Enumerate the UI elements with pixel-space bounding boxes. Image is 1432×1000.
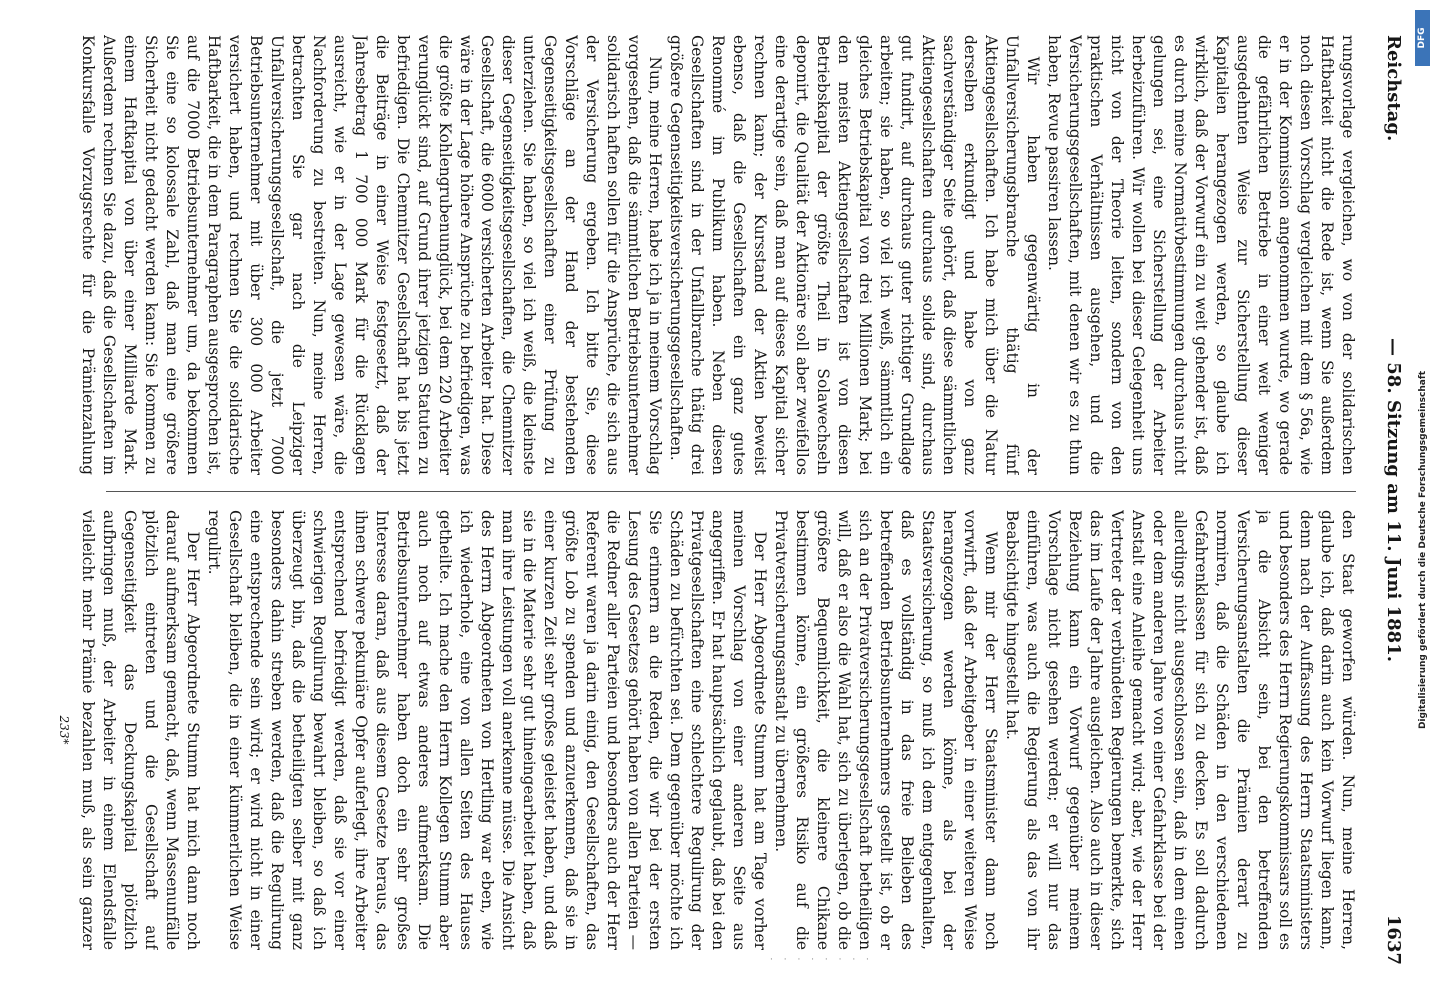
text-column-right (78, 510, 1358, 950)
column-divider (106, 491, 1356, 492)
paragraph: Der Herr Abgeordnete Stumm hat mich dann noch darauf aufmerksam gemacht, daß, wenn Massenunfälle plötzlich eintreten und die Gesellschaft auf Gegenseitigkeit das Deckungskapital plötzlich aufbringen muß, der Arbeiter in einem Elendsfalle vielleicht mehr Prämie bezahlen muß, als sein ganzer (79, 510, 202, 950)
dfg-logo-text: DFG (1417, 27, 1427, 49)
paragraph: Der Herr Abgeordnete Stumm hat am Tage vorher meinen Vorschlag von einer anderen Seite aus angegriffen. Er hat hauptsächlich geglaubt, daß bei den Privatgesellschaften eine schlechtere Regulirung der Schäden zu befürchten sei. Dem gegenüber möchte ich Sie erinnern an die Reden, die wir bei der ersten Lesung des Gesetzes gehört haben von allen Parteien — die Redner aller Parteien und besonders auch der Herr Referent waren ja darin einig, den Gesellschaften, das größte Lob zu spenden und anzuerkennen, daß sie in einer kurzen Zeit sehr großes geleistet haben, und daß sie in die Materie sehr gut hineingearbeitet haben, daß man ihre Leistungen voll anerkenne müsse. Die Ansicht des Herrn Abgeordneten von Hertling war eben, wie ich wiederhole, eine von allen Seiten des Hauses getheilte. Ich mache den Herrn Kollegen Stumm aber auch noch auf etwas anderes aufmerksam. Die Betriebsunternehmer haben doch ein sehr großes Interesse daran, daß aus diesem Gesetze heraus, das ihnen schwere pekuniäre Opfer auferlegt, ihre Arbeiter entsprechend befriedigt werden, daß sie vor einer schwierigen Regulirung bewahrt bleiben, so daß ich überzeugt bin, daß die betheiligten selber mit ganz besonders dahin streben werden, daß die Regulirung eine entsprechende sein wird; er wird nicht in einer Gesellschaft bleiben, die in einer kümmerlichen Weise regulirt. (205, 510, 769, 950)
paragraph: Wenn mir der Herr Staatsminister dann noch vorwirft, daß der Arbeitgeber in einer weiteren Weise herangezogen werden könne, als bei der Staatsversicherung, so muß ich dem entgegenhalten, daß es vollständig in das freie Belieben des betreffenden Betriebsunternehmers gestellt ist, ob er sich an der Privatversicherungsgesellschaft betheiligen will, daß er also die Wahl hat, sich zu überlegen, ob die größere Bequemlichkeit, die kleinere Chikane bestimmen könne, ein größeres Risiko auf die Privatversicherungsanstalt zu übernehmen. (772, 510, 1000, 950)
header-session-date: — 58. Sitzung am 11. Juni 1881. (1383, 338, 1404, 662)
digitization-notice-strip (1416, 120, 1430, 980)
digitization-notice: Digitalisierung gefördert durch die Deutsche Forschungsgemeinschaft (1418, 370, 1428, 730)
header-page-number: 1637 (1383, 914, 1404, 965)
dfg-logo (1415, 10, 1430, 66)
paragraph: Wir haben gegenwärtig in der Unfallversicherungsbranche thätig fünf Aktiengesellschaften. Ich habe mich über die Natur derselben erkundigt und habe von ganz sachverständiger Seite gehört, daß diese sämmtlichen Aktiengesellschaften durchaus solide sind, durchaus gut fundirt, auf durchaus guter richtiger Grundlage arbeiten; sie haben, so viel ich weiß, sämmtlich ein gleiches Betriebskapital von drei Millionen Mark; bei den meisten Aktiengesellschaften ist von diesen Betriebskapital der größte Theil in Solawechseln deponirt, die Qualität der Aktionäre soll aber zweifellos eine derartige sein, daß man auf dieses Kapital sicher rechnen kann; der Kursstand der Aktien beweist ebenso, daß die Gesellschaften ein ganz gutes Renommé im Publikum haben. Neben diesen Gesellschaften sind in der Unfallbranche thätig drei größere Gegenseitigkeitsversicherungsgesellschaften. (667, 35, 1042, 475)
sheet-signature: 233* (57, 715, 71, 745)
paragraph: rungsvorlage vergleichen, wo von der solidarischen Haftbarkeit nicht die Rede ist, wenn Sie außerdem noch diesen Vorschlag vergleichen mit dem § 56a, wie er in der Kommission angenommen wurde, wo gerade die gefährlichen Betriebe in einer weit weniger ausgedehnten Weise zur Sicherstellung dieser Kapitalien herangezogen werden, so glaube ich wirklich, daß der Vorwurf ein zu weit gehender ist, daß es durch meine Normativbestimmungen durchaus nicht gelungen sei, eine Sicherstellung der Arbeiter herbeizuführen. Wir wollen bei dieser Gelegenheit uns nicht von der Theorie leiten, sondern von den praktischen Verhältnissen ausgehen, und die Versicherungsgesellschaften, mit denen wir es zu thun haben, Revue passiren lassen. (1045, 35, 1357, 475)
paragraph: Nun, meine Herren, habe ich ja in meinem Vorschlag vorgesehen, daß die sämmtlichen Betriebsunternehmer solidarisch haften sollen für die Ansprüche, die sich aus der Versicherung ergeben. Ich bitte Sie, diese Vorschläge an der Hand der bestehenden Gegenseitigkeitsgesellschaften einer Prüfung zu unterziehen. Sie haben, so viel ich weiß, die kleinste dieser Gegenseitigkeitsgesellschaften, die Chemnitzer Gesellschaft, die 6000 versicherten Arbeiter hat. Diese wäre in der Lage höhere Ansprüche zu befriedigen, was die größte Kohlengrubenunglück, bei dem 220 Arbeiter verunglückt sind, auf Grund ihrer jetzigen Statuten zu befriedigen. Die Chemnitzer Gesellschaft hat bis jetzt die Beiträge in einer Weise festgesetzt, daß der Jahresbetrag 1 700 000 Mark für die Rücklagen ausreicht, wie er in der Lage gewesen wäre, die Nachforderung zu bestreiten. Nun, meine Herren, betrachten Sie gar nach die Leipziger Unfallversicherungsgesellschaft, die jetzt 7000 Betriebsunternehmer mit über 300 000 Arbeiter versichert haben, und rechnen Sie die solidarische Haftbarkeit, die in dem Paragraphen ausgesprochen ist, auf die 7000 Betriebsunternehmer um, da bekommen Sie eine so kolossale Zahl, daß man eine größere Sicherheit nicht gedacht werden kann: Sie kommen zu einem Haftkapital von über einer Milliarde Mark. Außerdem rechnen Sie dazu, daß die Gesellschaften im Konkursfalle Vorzugsrechte für die Prämienzahlung (79, 35, 664, 475)
header-publication: Reichstag. (1383, 35, 1404, 142)
rotated-page-scan (16, 5, 1416, 995)
page-header (1378, 35, 1404, 965)
paragraph: den Staat geworfen würden. Nun, meine Herren, glaube ich, daß darin auch kein Vorwurf liegen kann, denn nach der Auffassung des Herrn Staatsministers und besonders des Herrn Regierungskommissars soll es ja die Absicht sein, bei den betreffenden Versicherungsanstalten die Prämien derart zu normiren, daß die Schäden in den verschiedenen Gefahrenklassen für sich zu decken. Es soll dadurch allerdings nicht ausgeschlossen sein, daß in dem einen oder dem anderen Jahre von einer Gefahrklasse bei der Anstalt eine Anleihe gemacht wird; aber, wie der Herr Vertreter der verbündeten Regierungen bemerkte, sich das im Laufe der Jahre ausgleichen. Also auch in dieser Beziehung kann ein Vorwurf gegenüber meinem Vorschlage nicht gesehen werden; er will nur das einführen, was auch die Regierung als das von ihr Beabsichtigte hingestellt hat. (1003, 510, 1357, 950)
text-column-left (78, 35, 1358, 475)
footer-marks: · · · · · · · · (770, 955, 873, 965)
